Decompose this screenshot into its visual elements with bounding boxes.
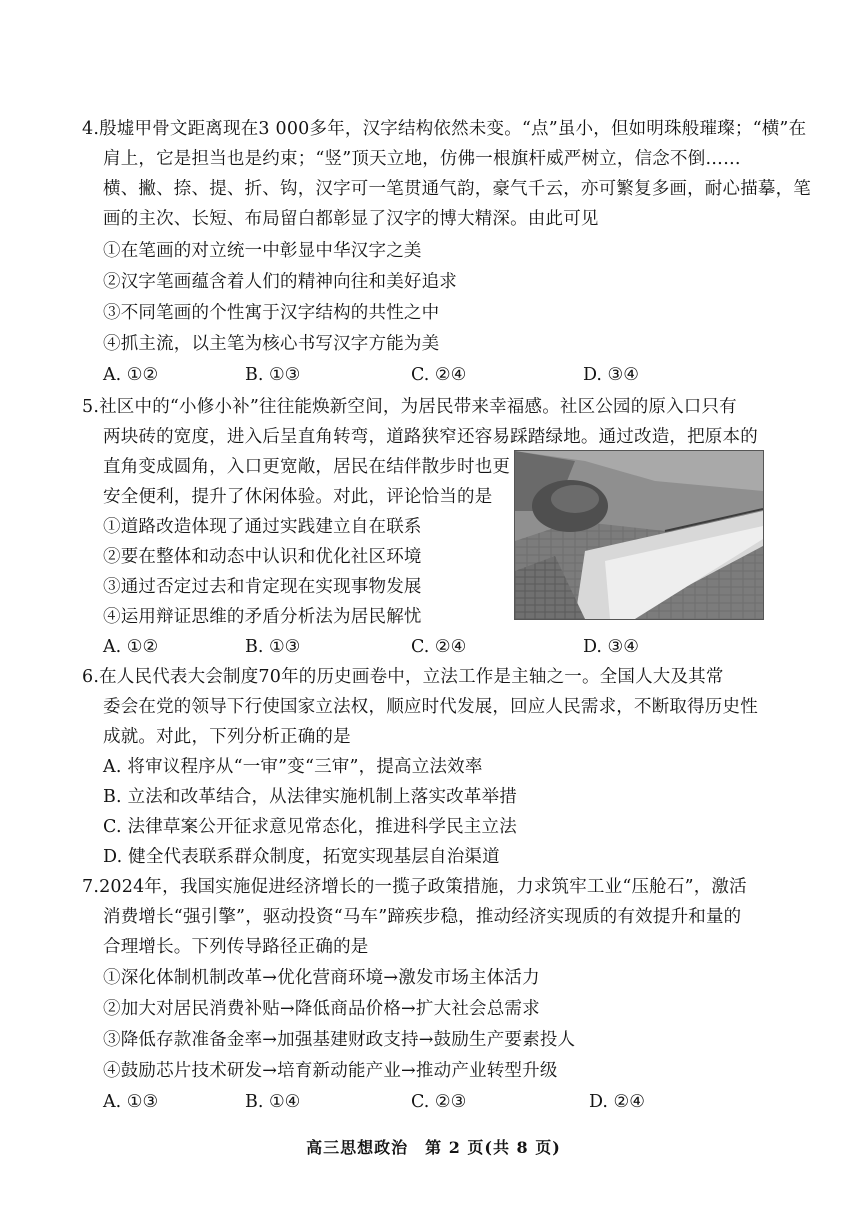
question-5-option-d: D. ③④: [583, 637, 639, 657]
question-6-option-d: D. 健全代表联系群众制度，拓宽实现基层自治渠道: [103, 847, 500, 867]
question-5-stem-line: 直角变成圆角，入口更宽敞，居民在结伴散步时也更: [103, 457, 511, 477]
question-7-item: ③降低存款准备金率→加强基建财政支持→鼓励生产要素投人: [103, 1030, 576, 1050]
question-7-item: ④鼓励芯片技术研发→培育新动能产业→推动产业转型升级: [103, 1061, 558, 1081]
question-4-option-d: D. ③④: [583, 365, 639, 385]
question-4-stem-line: 肩上，它是担当也是约束；“竖”顶天立地，仿佛一根旗杆威严树立，信念不倒……: [103, 149, 741, 169]
question-5-item: ④运用辩证思维的矛盾分析法为居民解忧: [103, 607, 422, 627]
question-5-item: ①道路改造体现了通过实践建立自在联系: [103, 517, 422, 537]
question-5-option-a: A. ①②: [103, 637, 159, 657]
question-4-stem-line: 画的主次、长短、布局留白都彰显了汉字的博大精深。由此可见: [103, 209, 599, 229]
question-6-stem-line: 委会在党的领导下行使国家立法权，顺应时代发展，回应人民需求，不断取得历史性: [103, 697, 758, 717]
question-4-item: ①在笔画的对立统一中彰显中华汉字之美: [103, 241, 422, 261]
photo-illustration: [515, 451, 763, 619]
question-7-option-c: C. ②③: [411, 1092, 467, 1112]
question-7-item: ①深化体制机制改革→优化营商环境→激发市场主体活力: [103, 968, 540, 988]
question-4-option-c: C. ②④: [411, 365, 467, 385]
question-7-stem-line: 消费增长“强引擎”，驱动投资“马车”蹄疾步稳，推动经济实现质的有效提升和量的: [103, 907, 742, 927]
question-5-item: ③通过否定过去和肯定现在实现事物发展: [103, 577, 422, 597]
question-6-option-a: A. 将审议程序从“一审”变“三审”，提高立法效率: [103, 757, 483, 777]
question-6-option-b: B. 立法和改革结合，从法律实施机制上落实改革举措: [103, 787, 517, 807]
question-7-option-a: A. ①③: [103, 1092, 159, 1112]
question-6-stem-line: 6.在人民代表大会制度70年的历史画卷中，立法工作是主轴之一。全国人大及其常: [82, 667, 724, 687]
question-4-option-b: B. ①③: [245, 365, 301, 385]
question-5-item: ②要在整体和动态中认识和优化社区环境: [103, 547, 422, 567]
question-4-stem-line: 4.殷墟甲骨文距离现在3 000多年，汉字结构依然未变。“点”虽小，但如明珠般璀璨；“横”在: [82, 119, 807, 139]
community-path-photo: [514, 450, 764, 620]
question-4-stem-line: 横、撇、捺、提、折、钩，汉字可一笔贯通气韵，豪气千云，亦可繁复多画，耐心描摹，笔: [103, 179, 811, 199]
question-4-item: ②汉字笔画蕴含着人们的精神向往和美好追求: [103, 272, 457, 292]
question-5-stem-line: 两块砖的宽度，进入后呈直角转弯，道路狭窄还容易踩踏绿地。通过改造，把原本的: [103, 427, 758, 447]
question-7-item: ②加大对居民消费补贴→降低商品价格→扩大社会总需求: [103, 999, 540, 1019]
question-7-stem-line: 合理增长。下列传导路径正确的是: [103, 937, 369, 957]
question-5-stem-line: 5.社区中的“小修小补”往往能焕新空间，为居民带来幸福感。社区公园的原入口只有: [82, 397, 737, 417]
page-footer: 高三思想政治 第 2 页(共 8 页): [306, 1138, 561, 1157]
question-7-stem-line: 7.2024年，我国实施促进经济增长的一揽子政策措施，力求筑牢工业“压舱石”，激活: [82, 877, 747, 897]
question-6-option-c: C. 法律草案公开征求意见常态化，推进科学民主立法: [103, 817, 517, 837]
question-7-option-b: B. ①④: [245, 1092, 301, 1112]
question-7-option-d: D. ②④: [589, 1092, 645, 1112]
question-4-item: ④抓主流，以主笔为核心书写汉字方能为美: [103, 334, 440, 354]
question-5-option-b: B. ①③: [245, 637, 301, 657]
question-5-option-c: C. ②④: [411, 637, 467, 657]
question-4-item: ③不同笔画的个性寓于汉字结构的共性之中: [103, 303, 440, 323]
question-4-option-a: A. ①②: [103, 365, 159, 385]
question-6-stem-line: 成就。对此，下列分析正确的是: [103, 727, 351, 747]
question-5-stem-line: 安全便利，提升了休闲体验。对此，评论恰当的是: [103, 487, 493, 507]
